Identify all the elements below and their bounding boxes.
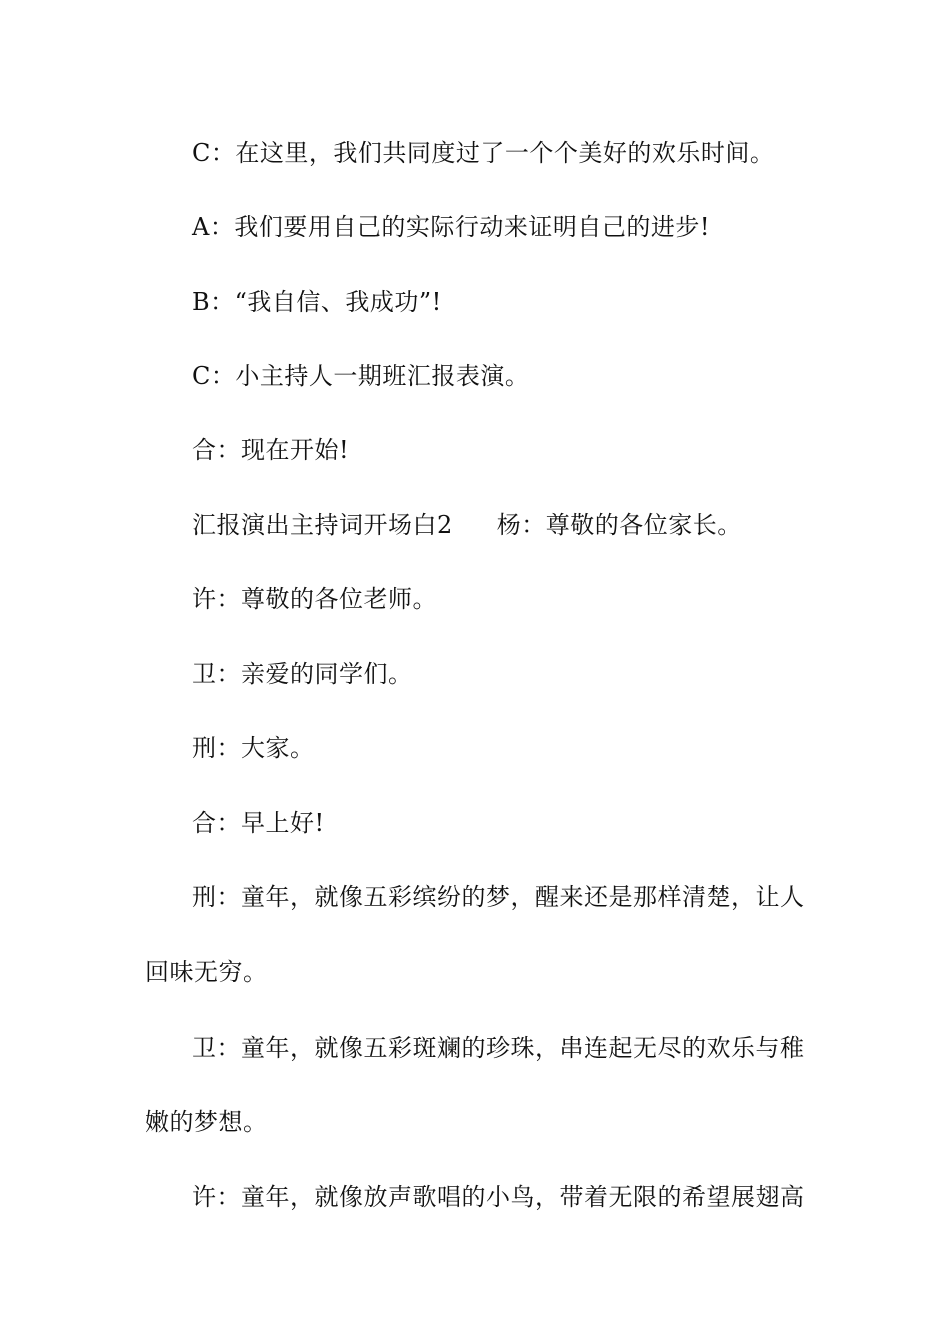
dialogue-line-continuation: 回味无穷。: [145, 958, 268, 986]
dialogue-line: 刑：童年，就像五彩缤纷的梦，醒来还是那样清楚，让人: [192, 883, 805, 911]
dialogue-line: 合：现在开始!: [192, 436, 350, 464]
dialogue-line: 卫：亲爱的同学们。: [192, 660, 413, 688]
section-heading: 汇报演出主持词开场白2: [192, 511, 453, 539]
section-heading-line: [145, 510, 857, 540]
dialogue-line: 许：尊敬的各位老师。: [192, 585, 437, 613]
dialogue-line: 刑：大家。: [192, 734, 315, 762]
dialogue-line: 卫：童年，就像五彩斑斓的珍珠，串连起无尽的欢乐与稚: [192, 1034, 805, 1062]
dialogue-line: C：小主持人一期班汇报表演。: [192, 362, 530, 390]
dialogue-line: 许：童年，就像放声歌唱的小鸟，带着无限的希望展翅高: [192, 1183, 805, 1211]
dialogue-line: 合：早上好!: [192, 809, 325, 837]
dialogue-line: C：在这里，我们共同度过了一个个美好的欢乐时间。: [192, 139, 775, 167]
dialogue-line: B：“我自信、我成功”!: [192, 288, 442, 316]
dialogue-line: A：我们要用自己的实际行动来证明自己的进步!: [192, 213, 710, 241]
dialogue-line: 杨：尊敬的各位家长。: [496, 511, 742, 539]
dialogue-line-continuation: 嫩的梦想。: [145, 1108, 268, 1136]
